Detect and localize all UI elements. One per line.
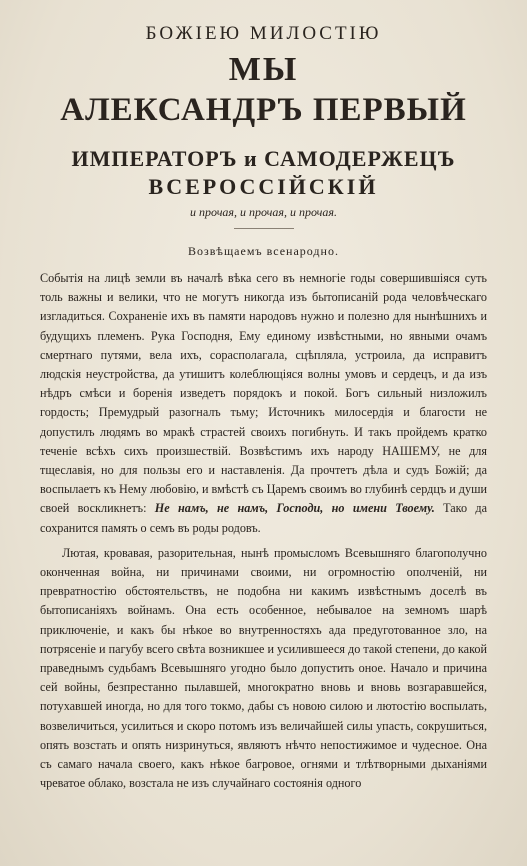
paragraph-1-exclamation: Не намъ, не намъ, Господи, но имени Твоему. [154,501,435,516]
heading-we: МЫ [228,51,299,88]
heading-emperor-title: ИМПЕРАТОРЪ и САМОДЕРЖЕЦЪ [71,146,456,171]
heading-all-russian: ВСЕРОССІЙСКІЙ [148,174,379,199]
heading-emperor-name: АЛЕКСАНДРЪ ПЕРВЫЙ [60,92,467,128]
divider [234,228,294,229]
title-block [40,22,487,259]
heading-by-grace: БОЖІЕЮ МИЛОСТІЮ [145,23,382,44]
paragraph-2: Лютая, кровавая, разорительная, нынѣ промысломъ Всевышняго благополучно оконченная война, ни причинами своими, ни огромностію ополченій, ни превратностію обстоятельствъ, не подобна ни какимъ извѣстнымъ доселѣ въ бытописаніяхъ войнамъ. Она есть особенное, небывалое на земномъ шарѣ приключеніе, и какъ бы нѣкое во внутренностяхъ ада предуготованное зло, на потрясеніе и пагубу всего свѣта возникшее и усилившееся до такой степени, до какой праведнымъ судьбамъ Всевышняго угодно было допустить оное. Начало и причина сей войны, безпрестанно пылавшей, многократно вновь и вновь возгаравшейся, потухавшей иногда, но для того токмо, дабы съ новою силою и лютостію воспылать, возвеличиться, усилиться и скоро потомъ изъ величайшей силы упасть, сокрушиться, опять возстать и опять низринуться, являютъ нѣчто непостижимое и чудесное. Она съ самаго начала своего, какъ нѣкое багровое, огнями и тлѣтворными дыханіями чреватое облако, возстала не изъ случайнаго состоянія одного [40,545,487,791]
heading-etcetera: и прочая, и прочая, и прочая. [190,205,337,219]
paragraph-1 [40,269,487,538]
heading-proclamation: Возвѣщаемъ всенародно. [188,244,339,258]
paragraph-1-ending: Тако да сохранится память о семъ въ роды родовъ. [40,501,487,535]
paragraph-1-text: Событія на лицѣ земли въ началѣ вѣка сего въ немногіе годы совершившіяся суть толь важны и велики, что не могутъ никогда изъ бытописаній рода человѣческаго изгладиться. Сохраненіе ихъ въ памяти народовъ нужно и полезно для нынѣшнихъ и будущихъ племенъ. Рука Господня, Ему единому извѣстными, но явными очамъ смертнаго путями, вела ихъ, сорасполагала, сцѣпляла, устроила, да исправитъ людскія неустройства, да утишитъ колеблющіяся волны умовъ и сердецъ, и да изъ нѣдръ смѣси и боренія изведетъ порядокъ и покой. Богъ сильный низложилъ гордость; Премудрый разогналъ тьму; Источникъ милосердія и благости не допустилъ людямъ во мракѣ страстей своихъ погибнуть. И такъ пройдемъ кратко теченіе всѣхъ сихъ произшествій. Возвѣстимъ ихъ народу НАШЕМУ, не для тщеславія, но для пользы его и наставленія. Да прочтетъ дѣла и судъ Божій; да воспылаетъ къ Нему любовію, и вмѣстѣ съ Царемъ своимъ во глубинѣ сердцъ и души своей воскликнетъ: [40,271,487,516]
